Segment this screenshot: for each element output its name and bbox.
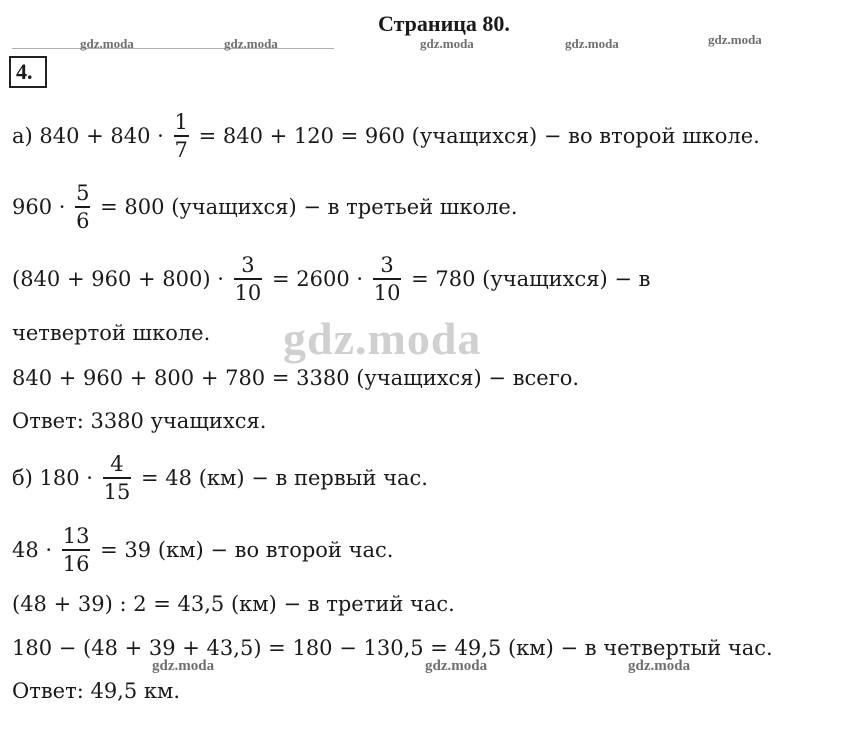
- expr-text: а) 840 + 840 ·: [12, 124, 171, 148]
- fraction: [62, 523, 91, 577]
- fraction: [103, 451, 132, 505]
- fraction-denominator: 10: [234, 280, 262, 305]
- solution-line: [12, 520, 393, 580]
- fraction: [174, 109, 189, 163]
- expr-text: б) 180 ·: [12, 466, 100, 490]
- watermark: gdz.moda: [224, 36, 278, 51]
- expr-text: = 800 (учащихся) − в третьей школе.: [93, 195, 518, 219]
- solution-line: [12, 448, 428, 508]
- task-number: 4.: [9, 56, 47, 88]
- expr-text: = 48 (км) − в первый час.: [134, 466, 428, 490]
- fraction: [373, 252, 402, 306]
- fraction-denominator: 15: [103, 479, 131, 504]
- fraction: [234, 252, 263, 306]
- fraction-numerator: 4: [110, 452, 124, 477]
- expr-text: (840 + 960 + 800) ·: [12, 267, 231, 291]
- fraction-numerator: 1: [174, 110, 188, 135]
- answer-line: Ответ: 3380 учащихся.: [12, 409, 267, 433]
- expr-text: = 2600 ·: [265, 267, 370, 291]
- watermark: gdz.moda: [425, 658, 488, 674]
- fraction-denominator: 10: [373, 280, 401, 305]
- expr-text: 960 ·: [12, 195, 73, 219]
- fraction-denominator: 16: [62, 551, 90, 576]
- watermark: gdz.moda: [628, 658, 691, 674]
- watermark: gdz.moda: [152, 658, 215, 674]
- fraction-denominator: 6: [76, 208, 90, 233]
- fraction-numerator: 13: [62, 524, 90, 549]
- solution-line: [12, 106, 760, 166]
- solution-line: 840 + 960 + 800 + 780 = 3380 (учащихся) − всего.: [12, 366, 580, 390]
- solution-line: четвертой школе.: [12, 321, 211, 345]
- page-title: Страница 80.: [378, 11, 510, 36]
- answer-line: Ответ: 49,5 км.: [12, 679, 181, 703]
- watermark: gdz.moda: [420, 36, 474, 51]
- fraction-numerator: 3: [380, 253, 394, 278]
- header-divider: [12, 48, 334, 49]
- solution-line: (48 + 39) : 2 = 43,5 (км) − в третий час.: [12, 592, 455, 616]
- watermark-large: gdz.moda: [283, 313, 482, 364]
- watermark: gdz.moda: [80, 36, 134, 51]
- watermark: gdz.moda: [565, 36, 619, 51]
- expr-text: 48 ·: [12, 538, 59, 562]
- expr-text: = 780 (учащихся) − в: [404, 267, 651, 291]
- solution-line: 180 − (48 + 39 + 43,5) = 180 − 130,5 = 49,5 (км) − в четвертый час.: [12, 636, 773, 660]
- fraction-numerator: 3: [241, 253, 255, 278]
- solution-line: [12, 249, 650, 309]
- watermark: gdz.moda: [708, 32, 762, 47]
- fraction: [75, 180, 90, 234]
- fraction-denominator: 7: [174, 137, 188, 162]
- expr-text: = 840 + 120 = 960 (учащихся) − во второй школе.: [191, 124, 760, 148]
- solution-line: [12, 177, 518, 237]
- expr-text: = 39 (км) − во второй час.: [93, 538, 394, 562]
- fraction-numerator: 5: [76, 181, 90, 206]
